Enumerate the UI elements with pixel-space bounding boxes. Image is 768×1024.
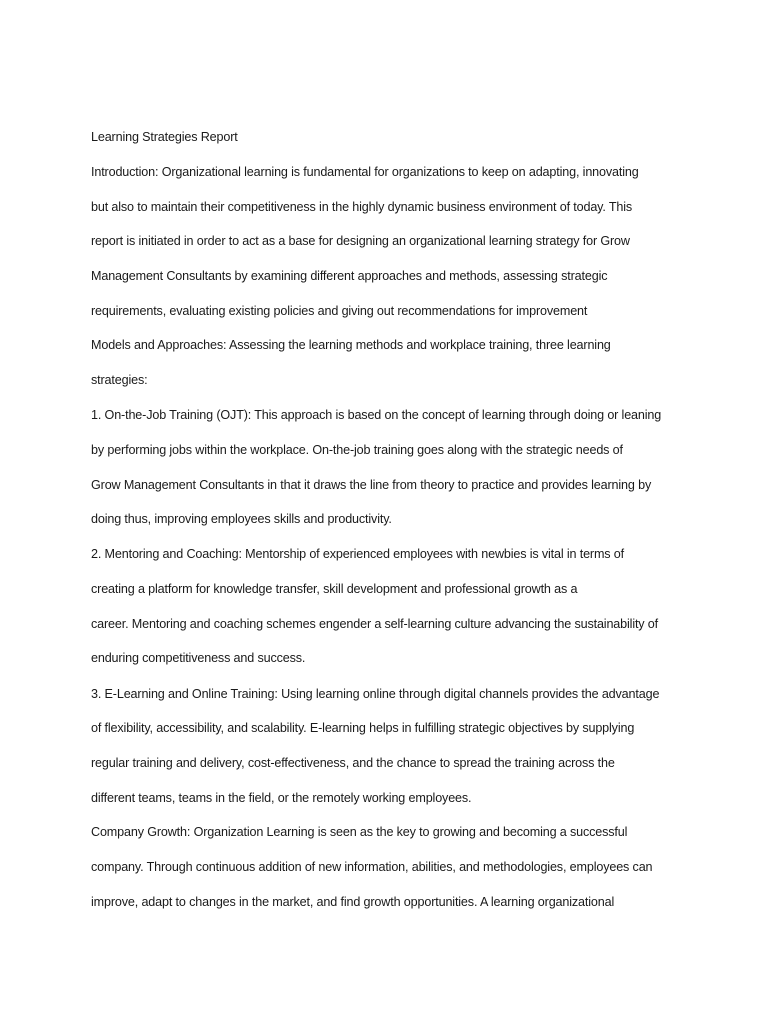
text-line: Grow Management Consultants in that it draws the line from theory to practice and provides learning by (91, 478, 652, 492)
text-line: requirements, evaluating existing policies and giving out recommendations for improvement (91, 304, 588, 318)
text-line: improve, adapt to changes in the market, and find growth opportunities. A learning organizational (91, 895, 615, 909)
text-line: creating a platform for knowledge transfer, skill development and professional growth as a (91, 582, 578, 596)
text-line: doing thus, improving employees skills and productivity. (91, 512, 392, 526)
text-line: 1. On-the-Job Training (OJT): This approach is based on the concept of learning through doing or leaning (91, 408, 662, 422)
text-line: 2. Mentoring and Coaching: Mentorship of experienced employees with newbies is vital in terms of (91, 547, 625, 561)
text-line: report is initiated in order to act as a base for designing an organizational learning strategy for Grow (91, 234, 630, 248)
text-line: enduring competitiveness and success. (91, 651, 306, 665)
text-line: strategies: (91, 373, 148, 387)
text-line: 3. E-Learning and Online Training: Using learning online through digital channels provides the advantage (91, 687, 660, 701)
text-line: different teams, teams in the field, or the remotely working employees. (91, 791, 472, 805)
text-line: by performing jobs within the workplace. On-the-job training goes along with the strategic needs of (91, 443, 623, 457)
document-title: Learning Strategies Report (91, 130, 238, 144)
text-line: Company Growth: Organization Learning is seen as the key to growing and becoming a successful (91, 825, 628, 839)
text-line: regular training and delivery, cost-effectiveness, and the chance to spread the training across the (91, 756, 615, 770)
text-line: Management Consultants by examining different approaches and methods, assessing strategic (91, 269, 608, 283)
text-line: Models and Approaches: Assessing the learning methods and workplace training, three learning (91, 338, 611, 352)
text-line: career. Mentoring and coaching schemes engender a self-learning culture advancing the sustainability of (91, 617, 659, 631)
text-line: but also to maintain their competitiveness in the highly dynamic business environment of today. This (91, 200, 633, 214)
text-line: Introduction: Organizational learning is fundamental for organizations to keep on adapting, innovating (91, 165, 639, 179)
text-line: company. Through continuous addition of new information, abilities, and methodologies, employees can (91, 860, 653, 874)
text-line: of flexibility, accessibility, and scalability. E-learning helps in fulfilling strategic objectives by supplying (91, 721, 635, 735)
